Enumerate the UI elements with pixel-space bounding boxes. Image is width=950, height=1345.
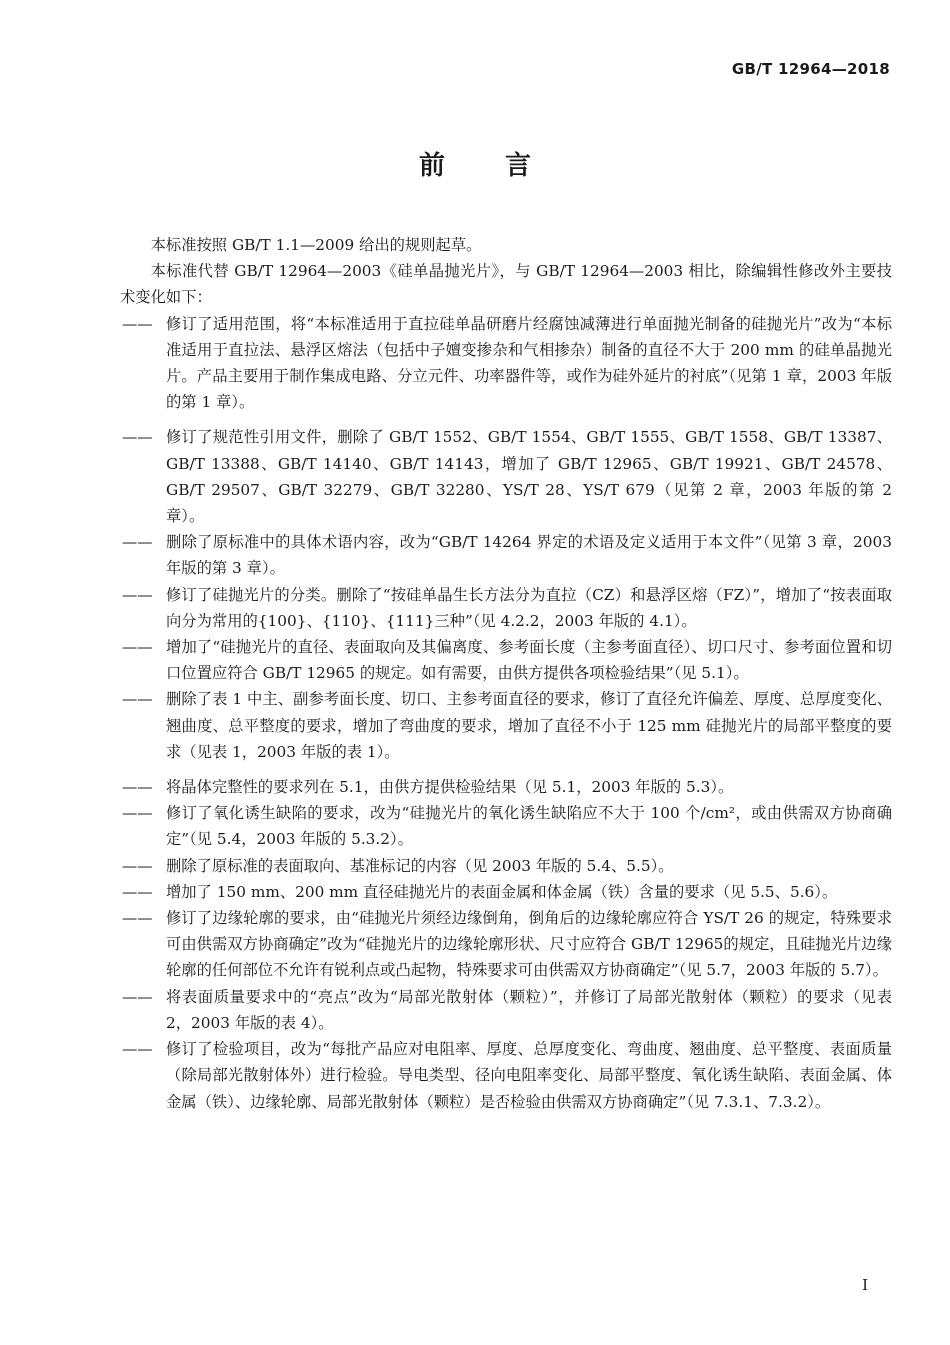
dash-marker: —— <box>122 856 153 875</box>
change-text: 修订了规范性引用文件，删除了 GB/T 1552、GB/T 1554、GB/T 1555、GB/T 1558、GB/T 13387、GB/T 13388、GB/T 14140、GB/T 14143，增加了 GB/T 12965、GB/T 19921、GB/T 24578、GB/T 29507、GB/T 32279、GB/T 32280、YS/T 28、YS/T 679（见第 2 章，2003 年版的第 2 章）。 <box>166 428 892 526</box>
change-text: 删除了原标准的表面取向、基准标记的内容（见 2003 年版的 5.4、5.5）。 <box>166 856 674 875</box>
change-item <box>120 853 892 879</box>
change-item <box>120 424 892 529</box>
dash-marker: —— <box>122 638 153 657</box>
change-item <box>120 1036 892 1115</box>
change-item <box>120 984 892 1036</box>
dash-marker: —— <box>122 533 153 552</box>
change-item <box>120 774 892 800</box>
change-text: 增加了 150 mm、200 mm 直径硅抛光片的表面金属和体金属（铁）含量的要求（见 5.5、5.6）。 <box>166 882 838 901</box>
dash-marker: —— <box>122 909 153 928</box>
intro-paragraph: 本标准按照 GB/T 1.1—2009 给出的规则起草。 <box>150 236 482 254</box>
change-text: 删除了表 1 中主、副参考面长度、切口、主参考面直径的要求，修订了直径允许偏差、厚度、总厚度变化、翘曲度、总平整度的要求，增加了弯曲度的要求，增加了直径不小于 125 mm 硅抛光片的局部平整度的要求（见表 1，2003 年版的表 1）。 <box>166 690 892 761</box>
change-text: 将表面质量要求中的“亮点”改为“局部光散射体（颗粒）”，并修订了局部光散射体（颗粒）的要求（见表 2，2003 年版的表 4）。 <box>166 987 892 1032</box>
change-item <box>120 686 892 765</box>
dash-marker: —— <box>122 987 153 1006</box>
dash-marker: —— <box>122 585 153 604</box>
change-item <box>120 582 892 634</box>
change-item <box>120 905 892 984</box>
change-item <box>120 800 892 852</box>
dash-marker: —— <box>122 778 153 797</box>
document-body <box>120 232 892 1115</box>
dash-marker: —— <box>122 882 153 901</box>
dash-marker: —— <box>122 804 153 823</box>
page-number: I <box>862 1276 868 1294</box>
dash-marker: —— <box>122 1040 153 1059</box>
change-text: 修订了适用范围，将“本标准适用于直拉硅单晶研磨片经腐蚀减薄进行单面抛光制备的硅抛光片”改为“本标准适用于直拉法、悬浮区熔法（包括中子嬗变掺杂和气相掺杂）制备的直径不大于 200 mm 的硅单晶抛光片。产品主要用于制作集成电路、分立元件、功率器件等，或作为硅外延片的衬底”（见第 1 章，2003 年版的第 1 章）。 <box>166 314 892 412</box>
change-text: 修订了硅抛光片的分类。删除了“按硅单晶生长方法分为直拉（CZ）和悬浮区熔（FZ）”，增加了“按表面取向分为常用的{100}、{110}、{111}三种”（见 4.2.2，2003 年版的 4.1）。 <box>166 585 892 630</box>
dash-marker: —— <box>122 428 153 447</box>
change-text: 删除了原标准中的具体术语内容，改为“GB/T 14264 界定的术语及定义适用于本文件”（见第 3 章，2003 年版的第 3 章）。 <box>166 533 892 578</box>
page-title: 前言 <box>418 151 591 181</box>
standard-code: GB/T 12964—2018 <box>731 60 890 78</box>
change-item <box>120 879 892 905</box>
change-item <box>120 311 892 416</box>
change-text: 修订了氧化诱生缺陷的要求，改为“硅抛光片的氧化诱生缺陷应不大于 100 个/cm²，或由供需双方协商确定”（见 5.4，2003 年版的 5.3.2）。 <box>166 804 892 849</box>
intro-paragraph: 本标准代替 GB/T 12964—2003《硅单晶抛光片》，与 GB/T 12964—2003 相比，除编辑性修改外主要技术变化如下： <box>120 262 892 307</box>
change-item <box>120 529 892 581</box>
dash-marker: —— <box>122 314 153 333</box>
change-text: 将晶体完整性的要求列在 5.1，由供方提供检验结果（见 5.1，2003 年版的 5.3）。 <box>166 778 734 797</box>
change-text: 修订了边缘轮廓的要求，由“硅抛光片须经边缘倒角，倒角后的边缘轮廓应符合 YS/T 26 的规定，特殊要求可由供需双方协商确定”改为“硅抛光片的边缘轮廓形状、尺寸应符合 GB/T 12965的规定，且硅抛光片边缘轮廓的任何部位不允许有锐利点或凸起物，特殊要求可由供需双方协商确定”（见 5.7，2003 年版的 5.7）。 <box>166 909 892 980</box>
change-item <box>120 634 892 686</box>
dash-marker: —— <box>122 690 153 709</box>
change-text: 修订了检验项目，改为“每批产品应对电阻率、厚度、总厚度变化、弯曲度、翘曲度、总平整度、表面质量（除局部光散射体外）进行检验。导电类型、径向电阻率变化、局部平整度、氧化诱生缺陷、表面金属、体金属（铁）、边缘轮廓、局部光散射体（颗粒）是否检验由供需双方协商确定”（见 7.3.1、7.3.2）。 <box>166 1040 892 1111</box>
change-text: 增加了“硅抛光片的直径、表面取向及其偏离度、参考面长度（主参考面直径）、切口尺寸、参考面位置和切口位置应符合 GB/T 12965 的规定。如有需要，由供方提供各项检验结果”（见 5.1）。 <box>166 638 892 683</box>
